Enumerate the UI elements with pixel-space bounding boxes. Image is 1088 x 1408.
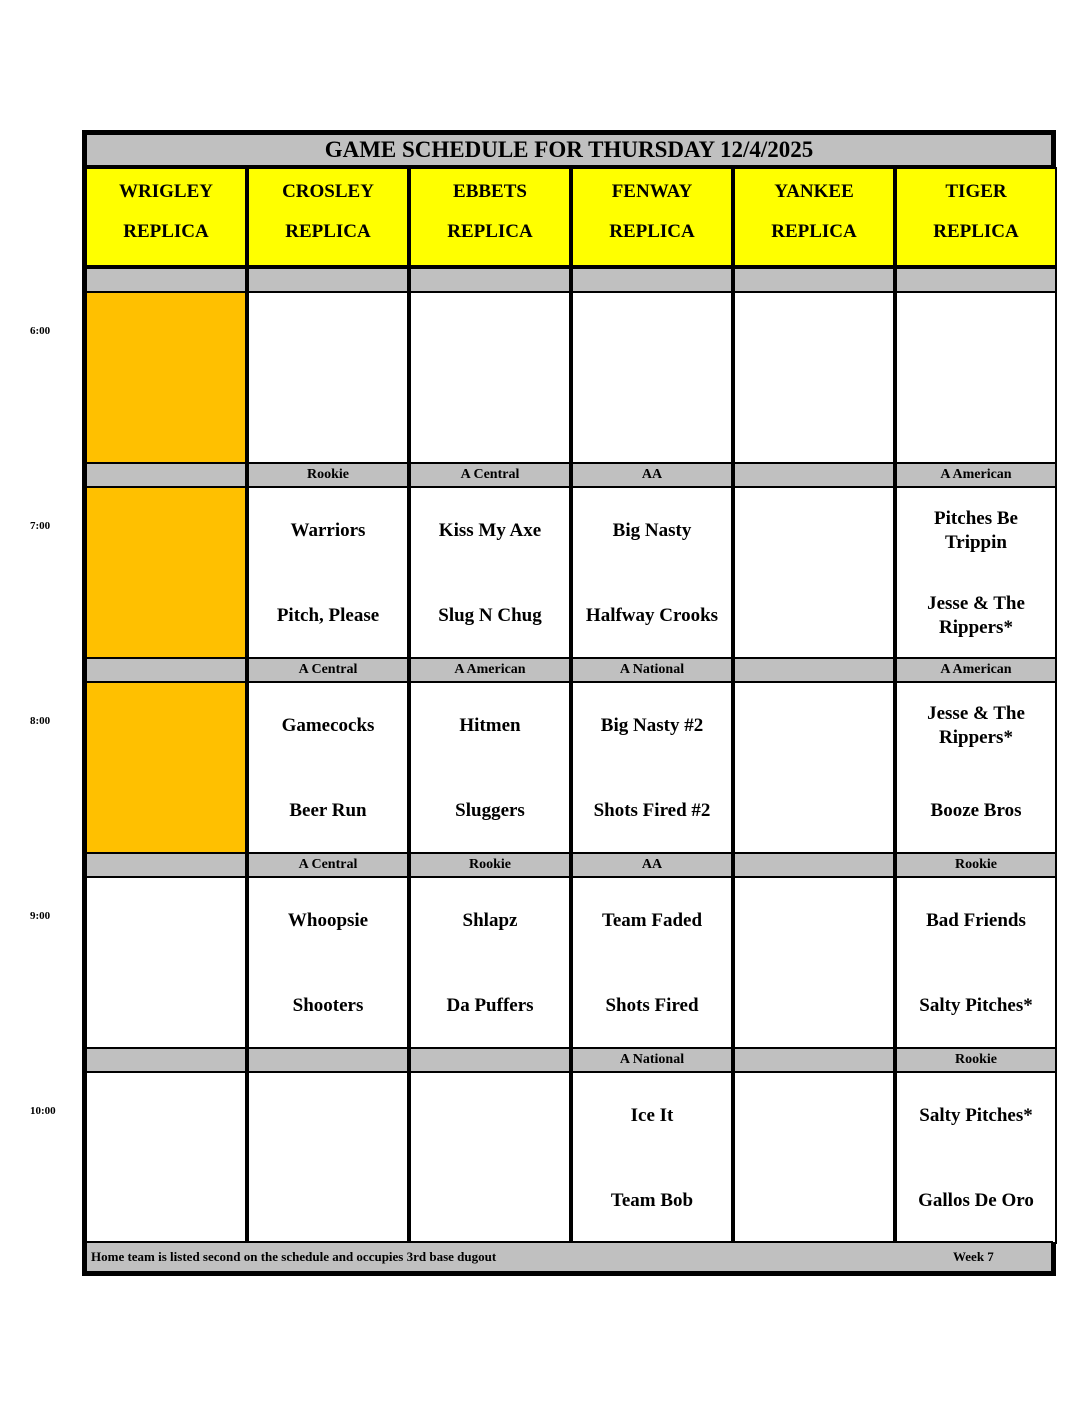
second-listed-team: Gallos De Oro [918,1190,1034,1211]
field-header-fenway [571,167,733,267]
second-listed-team: Jesse & The Rippers* [927,593,1025,638]
division-label [409,1047,571,1073]
home-listed-first-team: Kiss My Axe [438,520,542,541]
home-listed-first-team: Big Nasty [612,520,692,541]
division-label: Rookie [895,1047,1057,1073]
unavailable-cell [85,486,247,659]
game-cell [247,681,409,854]
division-label: A American [409,657,571,683]
division-label [733,267,895,293]
field-subtitle: REPLICA [123,221,209,242]
division-label: A Central [247,657,409,683]
home-listed-first-team: Team Faded [601,910,703,931]
field-name: WRIGLEY [119,181,213,202]
second-listed-team: Shots Fired [605,995,699,1016]
field-header-yankee [733,167,895,267]
game-cell [895,1071,1057,1244]
field-name: YANKEE [774,181,854,202]
game-cell [247,486,409,659]
field-name: EBBETS [453,181,527,202]
footer-bar [85,1241,1053,1273]
game-cell [895,486,1057,659]
second-listed-team: Da Puffers [446,995,534,1016]
game-cell [571,486,733,659]
division-label [733,852,895,878]
home-listed-first-team: Bad Friends [926,910,1026,931]
game-cell [571,1071,733,1244]
home-listed-first-team: Big Nasty #2 [600,715,704,736]
game-cell [409,876,571,1049]
division-label [85,852,247,878]
field-name: FENWAY [611,181,693,202]
home-listed-first-team: Gamecocks [281,715,375,736]
division-label: AA [571,852,733,878]
division-label [247,1047,409,1073]
second-listed-team: Halfway Crooks [585,605,719,626]
empty-cell [409,1071,571,1244]
home-listed-first-team: Salty Pitches* [919,1105,1033,1126]
field-subtitle: REPLICA [447,221,533,242]
field-subtitle: REPLICA [285,221,371,242]
game-cell [409,681,571,854]
field-header-tiger [895,167,1057,267]
second-listed-team: Sluggers [455,800,525,821]
empty-cell [733,681,895,854]
schedule-title: GAME SCHEDULE FOR THURSDAY 12/4/2025 [85,133,1053,167]
empty-cell [733,486,895,659]
division-label [409,267,571,293]
second-listed-team: Salty Pitches* [919,995,1033,1016]
game-cell [409,486,571,659]
home-listed-first-team: Warriors [290,520,366,541]
footer-note: Home team is listed second on the schedule and occupies 3rd base dugout [91,1249,497,1264]
game-cell [895,876,1057,1049]
division-label [733,1047,895,1073]
empty-cell [571,291,733,464]
division-label [571,267,733,293]
division-label: A American [895,657,1057,683]
empty-cell [247,1071,409,1244]
empty-cell [247,291,409,464]
division-label: Rookie [247,462,409,488]
schedule-table [82,130,1056,1276]
week-label: Week 7 [953,1249,994,1264]
division-label [247,267,409,293]
time-label: 7:00 [30,520,51,532]
field-name: TIGER [945,181,1007,202]
second-listed-team: Booze Bros [930,800,1022,821]
division-label [733,657,895,683]
empty-cell [85,876,247,1049]
unavailable-cell [85,291,247,464]
division-label: AA [571,462,733,488]
division-label: A American [895,462,1057,488]
division-label [85,1047,247,1073]
field-header-wrigley [85,167,247,267]
division-label: A Central [247,852,409,878]
second-listed-team: Pitch, Please [276,605,380,626]
division-label [733,462,895,488]
field-subtitle: REPLICA [933,221,1019,242]
time-label: 6:00 [30,325,51,337]
home-listed-first-team: Shlapz [462,910,518,931]
field-header-ebbets [409,167,571,267]
field-header-crosley [247,167,409,267]
division-label: Rookie [409,852,571,878]
second-listed-team: Team Bob [610,1190,694,1211]
division-label [85,657,247,683]
division-label [895,267,1057,293]
empty-cell [733,1071,895,1244]
empty-cell [733,876,895,1049]
time-label: 9:00 [30,910,51,922]
empty-cell [409,291,571,464]
home-listed-first-team: Whoopsie [287,910,369,931]
home-listed-first-team: Hitmen [459,715,521,736]
field-name: CROSLEY [282,181,374,202]
game-cell [895,681,1057,854]
division-label: A National [571,657,733,683]
game-cell [571,876,733,1049]
division-label: A Central [409,462,571,488]
home-listed-first-team: Jesse & The Rippers* [927,703,1025,748]
home-listed-first-team: Ice It [630,1105,674,1126]
division-label: A National [571,1047,733,1073]
second-listed-team: Shooters [292,995,364,1016]
time-label: 10:00 [30,1105,56,1117]
division-label: Rookie [895,852,1057,878]
empty-cell [85,1071,247,1244]
second-listed-team: Shots Fired #2 [593,800,711,821]
time-label: 8:00 [30,715,51,727]
unavailable-cell [85,681,247,854]
field-subtitle: REPLICA [609,221,695,242]
empty-cell [733,291,895,464]
game-cell [571,681,733,854]
game-cell [247,876,409,1049]
division-label [85,267,247,293]
home-listed-first-team: Pitches Be Trippin [934,508,1018,553]
division-label [85,462,247,488]
second-listed-team: Slug N Chug [438,605,542,626]
empty-cell [895,291,1057,464]
field-subtitle: REPLICA [771,221,857,242]
second-listed-team: Beer Run [289,800,367,821]
